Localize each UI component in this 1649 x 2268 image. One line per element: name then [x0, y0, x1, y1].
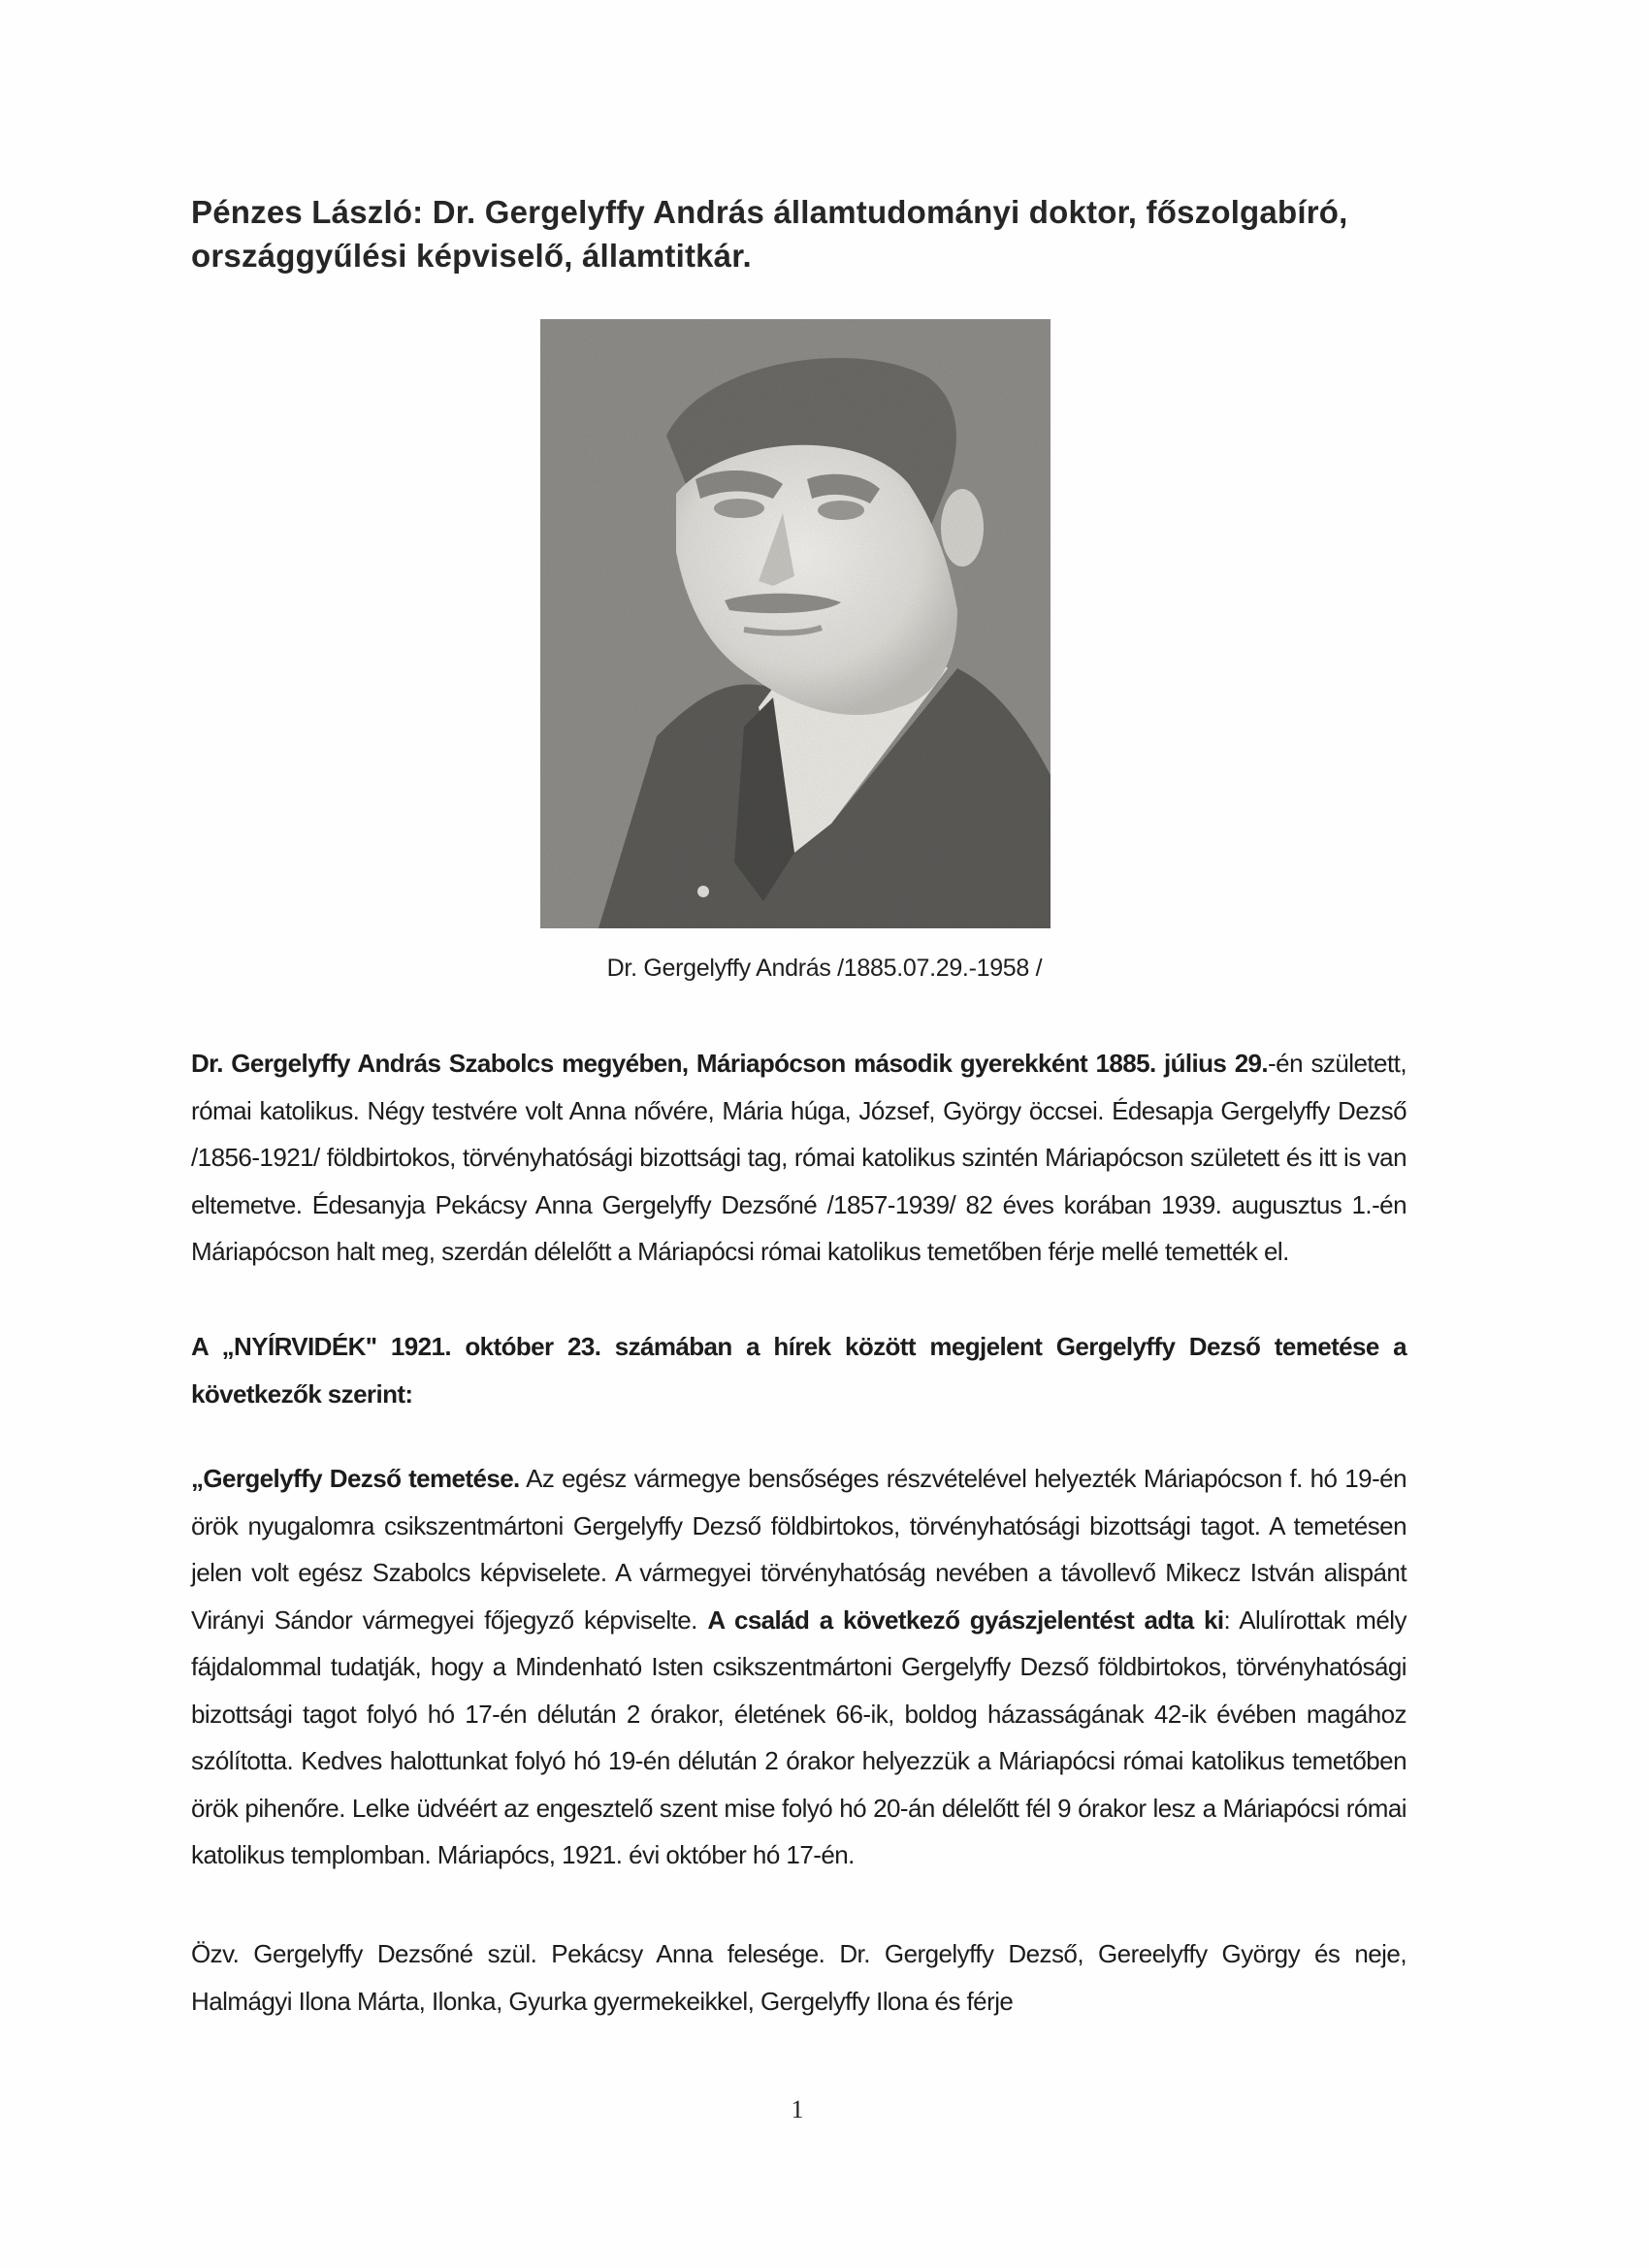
bold-text-run: A család a következő gyászjelentést adta ki — [707, 1604, 1224, 1635]
paragraph-newspaper-intro — [191, 1323, 1406, 1417]
text-run: Özv. Gergelyffy Dezsőné szül. Pekácsy Anna felesége. Dr. Gergelyffy Dezső, Gereelyffy György és neje, Halmágyi Ilona Márta, Ilonka, Gyurka gyermekeikkel, Gergelyffy Ilona és férje — [191, 1939, 1406, 2016]
page-number: 1 — [791, 2095, 804, 2123]
photo-caption: Dr. Gergelyffy András /1885.07.29.-1958 / — [606, 955, 1043, 982]
portrait-image — [540, 319, 1051, 928]
paragraph-biography — [191, 1040, 1406, 1276]
document-title: Pénzes László: Dr. Gergelyffy András államtudományi doktor, főszolgabíró, országgyűlési képviselő, államtitkár. — [191, 194, 1348, 274]
portrait-photo — [540, 319, 1051, 928]
text-run: -én született, római katolikus. Négy testvére volt Anna nővére, Mária húga, József, György öccsei. Édesapja Gergelyffy Dezső /1856-1921/ földbirtokos, törvényhatósági bizottsági tag, római katolikus szintén Máriapócson született és itt is van eltemetve. Édesanyja Pekácsy Anna Gergelyffy Dezsőné /1857-1939/ 82 éves korában 1939. augusztus 1.-én Máriapócson halt meg, szerdán délelőtt a Máriapócsi római katolikus temetőben férje mellé temették el. — [191, 1049, 1406, 1266]
paragraph-funeral-article — [191, 1455, 1406, 1879]
bold-text-run: Dr. Gergelyffy András Szabolcs megyében, Máriapócson második gyerekként 1885. július 29. — [191, 1049, 1269, 1078]
paragraph-mourners — [191, 1930, 1406, 2025]
text-run: : Alulírottak mély fájdalommal tudatják, hogy a Mindenható Isten csikszentmártoni Gergelyffy Dezső földbirtokos, törvényhatósági bizottsági tagot folyó hó 17-én délután 2 órakor, életének 66-ik, boldog házasságának 42-ik évében magához szólította. Kedves halottunkat folyó hó 19-én délután 2 órakor helyezzük a Máriapócsi római katolikus temetőben örök pihenőre. Lelke üdvéért az engesztelő szent mise folyó hó 20-án délelőtt fél 9 órakor lesz a Máriapócsi római katolikus templomban. Máriapócs, 1921. évi október hó 17-én. — [191, 1604, 1406, 1869]
bold-text-run: A „NYÍRVIDÉK" 1921. október 23. számában a hírek között megjelent Gergelyffy Dezső temetése a következők szerint: — [191, 1332, 1406, 1409]
bold-text-run: „Gergelyffy Dezső temetése. — [191, 1464, 520, 1493]
text-run: Az egész vármegye bensőséges részvételével helyezték Máriapócson f. hó 19-én örök nyugalomra csikszentmártoni Gergelyffy Dezső földbirtokos, törvényhatósági bizottsági tagot. A temetésen jelen volt egész Szabolcs képviselete. A vármegyei törvényhatóság nevében a távollevő Mikecz István alispánt Virányi Sándor vármegyei főjegyző képviselte. — [191, 1464, 1407, 1635]
